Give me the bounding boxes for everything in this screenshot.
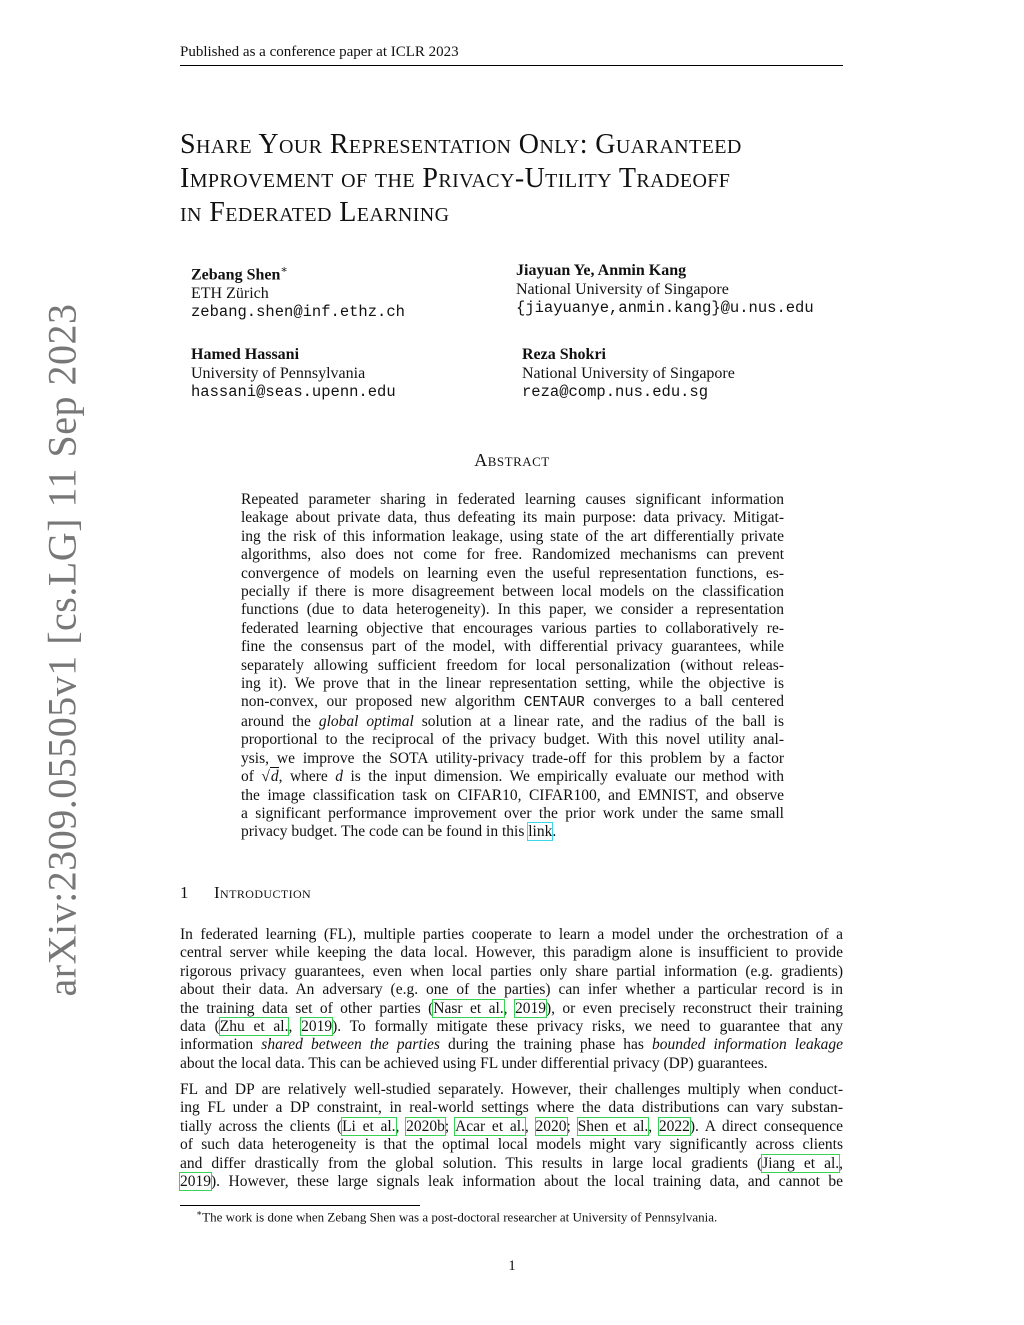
body-line: rigorous privacy guarantees, even when local parties only share partial information (e.g. gradients) bbox=[180, 962, 843, 980]
body-line: and differ drastically from the global solution. This results in large local gradients (Jiang et al., bbox=[180, 1154, 844, 1172]
author-email[interactable]: reza@comp.nus.edu.sg bbox=[522, 383, 709, 401]
author-affiliation: National University of Singapore bbox=[522, 365, 735, 382]
abstract-line: privacy budget. The code can be found in this link. bbox=[241, 823, 557, 841]
abstract-line: non-convex, our proposed new algorithm CENTAUR converges to a ball centered bbox=[241, 693, 785, 712]
code-link[interactable]: link bbox=[528, 823, 553, 841]
body-line: ing FL under a DP constraint, in real-world settings where the data distributions can vary substan- bbox=[180, 1099, 843, 1117]
citation-link[interactable]: Shen et al. bbox=[577, 1117, 649, 1135]
abstract-line: Repeated parameter sharing in federated learning causes significant information bbox=[241, 491, 784, 508]
abstract-line: fine the consensus part of the model, with differential privacy guarantees, while bbox=[241, 638, 784, 656]
citation-link[interactable]: 2020b bbox=[406, 1117, 445, 1135]
body-line: about the local data. This can be achieved using FL under differential privacy (DP) guarantees. bbox=[180, 1054, 768, 1072]
body-line: the training data set of other parties (Nasr et al., 2019), or even precisely reconstruct their training bbox=[180, 999, 844, 1017]
author-affiliation: National University of Singapore bbox=[516, 281, 729, 298]
citation-link[interactable]: Zhu et al. bbox=[219, 1018, 289, 1036]
abstract-line: the image classification task on CIFAR10, CIFAR100, and EMNIST, and observe bbox=[241, 786, 784, 804]
citation-link[interactable]: Nasr et al. bbox=[433, 999, 504, 1017]
arxiv-stamp[interactable]: arXiv:2309.05505v1 [cs.LG] 11 Sep 2023 bbox=[39, 303, 85, 997]
author-affiliation: University of Pennsylvania bbox=[191, 365, 366, 382]
body-line: 2019). However, these large signals leak information about the local training data, and cannot be bbox=[180, 1173, 843, 1191]
section-title: Introduction bbox=[214, 883, 312, 902]
title-line-1: Share Your Representation Only: Guaranteed bbox=[180, 129, 742, 160]
citation-link[interactable]: 2022 bbox=[658, 1117, 690, 1135]
author-name: Jiayuan Ye, Anmin Kang bbox=[516, 262, 687, 279]
section-heading-introduction bbox=[180, 883, 311, 903]
abstract-line: ing it). We prove that in the linear representation setting, while the objective is bbox=[241, 675, 784, 693]
sqrt-d: √d bbox=[261, 768, 279, 786]
abstract-line: pecially if there is more disagreement between local models on the classification bbox=[241, 583, 784, 601]
intro-paragraph-2 bbox=[180, 1081, 843, 1191]
page-number: 1 bbox=[508, 1258, 516, 1274]
abstract-heading: Abstract bbox=[474, 450, 550, 470]
title-line-3: in Federated Learning bbox=[180, 197, 450, 228]
citation-link[interactable]: Jiang et al. bbox=[762, 1154, 840, 1172]
abstract-line: separately allowing sufficient freedom for local personalization (without releas- bbox=[241, 656, 784, 674]
abstract-line: leakage about private data, thus defeating its main purpose: data privacy. Mitigat- bbox=[241, 509, 784, 527]
body-line: FL and DP are relatively well-studied separately. However, their challenges multiply when conduct- bbox=[180, 1081, 843, 1098]
body-line: central server while keeping the data local. However, this paradigm alone is insufficient to provide bbox=[180, 944, 843, 962]
author-email[interactable]: {jiayuanye,anmin.kang}@u.nus.edu bbox=[516, 299, 814, 317]
citation-link[interactable]: 2019 bbox=[514, 999, 546, 1017]
title-line-2: Improvement of the Privacy-Utility Tradeoff bbox=[180, 163, 731, 194]
author-block-hassani bbox=[191, 345, 396, 402]
abstract-line: federated learning objective that encourages various parties to collaboratively re- bbox=[241, 619, 784, 637]
running-header: Published as a conference paper at ICLR 2023 bbox=[180, 44, 843, 66]
citation-link[interactable]: 2020 bbox=[535, 1117, 567, 1135]
citation-link[interactable]: 2019 bbox=[301, 1018, 333, 1036]
abstract-line: algorithms, also does not come for free. Randomized mechanisms can prevent bbox=[241, 546, 784, 564]
body-line: about their data. An adversary (e.g. one of the parties) can infer whether a particular record is in bbox=[180, 981, 843, 999]
author-email[interactable]: hassani@seas.upenn.edu bbox=[191, 383, 396, 401]
author-name: Hamed Hassani bbox=[191, 346, 300, 363]
body-line: information shared between the parties during the training phase has bounded information leakage bbox=[180, 1036, 843, 1054]
abstract-body bbox=[241, 491, 784, 842]
abstract-line: a significant performance improvement over the prior work under the same small bbox=[241, 804, 784, 822]
author-block-shen bbox=[191, 261, 405, 322]
body-line: tially across the clients (Li et al., 2020b; Acar et al., 2020; Shen et al., 2022). A direct consequence bbox=[180, 1117, 844, 1135]
abstract-line: ysis, we improve the SOTA utility-privacy trade-off for this problem by a factor bbox=[241, 749, 784, 767]
author-affiliation: ETH Zürich bbox=[191, 285, 269, 303]
body-line: In federated learning (FL), multiple parties cooperate to learn a model under the orchestration of a bbox=[180, 926, 843, 943]
section-number: 1 bbox=[180, 883, 189, 902]
abstract-line: convergence of models on learning even the useful representation functions, es- bbox=[241, 564, 784, 582]
author-name: Reza Shokri bbox=[522, 346, 606, 363]
abstract-line: around the global optimal solution at a linear rate, and the radius of the ball is bbox=[241, 712, 785, 730]
citation-link[interactable]: Li et al. bbox=[342, 1117, 396, 1135]
citation-link[interactable]: Acar et al. bbox=[455, 1117, 525, 1135]
footnote: ∗The work is done when Zebang Shen was a post-doctoral researcher at University of Pennsylvania. bbox=[196, 1208, 718, 1225]
paper-title bbox=[180, 128, 850, 230]
citation-link[interactable]: 2019 bbox=[180, 1173, 211, 1191]
abstract-line: of √d, where d is the input dimension. We empirically evaluate our method with bbox=[241, 768, 784, 786]
abstract-line: ing the risk of this information leakage, using state of the art differentially private bbox=[241, 527, 784, 545]
intro-paragraph-1 bbox=[180, 926, 843, 1073]
body-line: data (Zhu et al., 2019). To formally mitigate these privacy risks, we need to guarantee that any bbox=[180, 1018, 844, 1036]
author-block-shokri bbox=[522, 345, 735, 402]
algorithm-name: CENTAUR bbox=[523, 695, 585, 712]
body-line: of such data heterogeneity is that the optimal local models might vary significantly across clients bbox=[180, 1136, 843, 1154]
abstract-line: proportional to the reciprocal of the privacy budget. With this novel utility anal- bbox=[241, 731, 784, 749]
author-name: Zebang Shen∗ bbox=[191, 264, 288, 284]
author-email[interactable]: zebang.shen@inf.ethz.ch bbox=[191, 303, 405, 322]
author-block-ye-kang bbox=[516, 261, 814, 318]
abstract-line: functions (due to data heterogeneity). In this paper, we consider a representation bbox=[241, 601, 784, 619]
footnote-rule bbox=[180, 1205, 420, 1206]
